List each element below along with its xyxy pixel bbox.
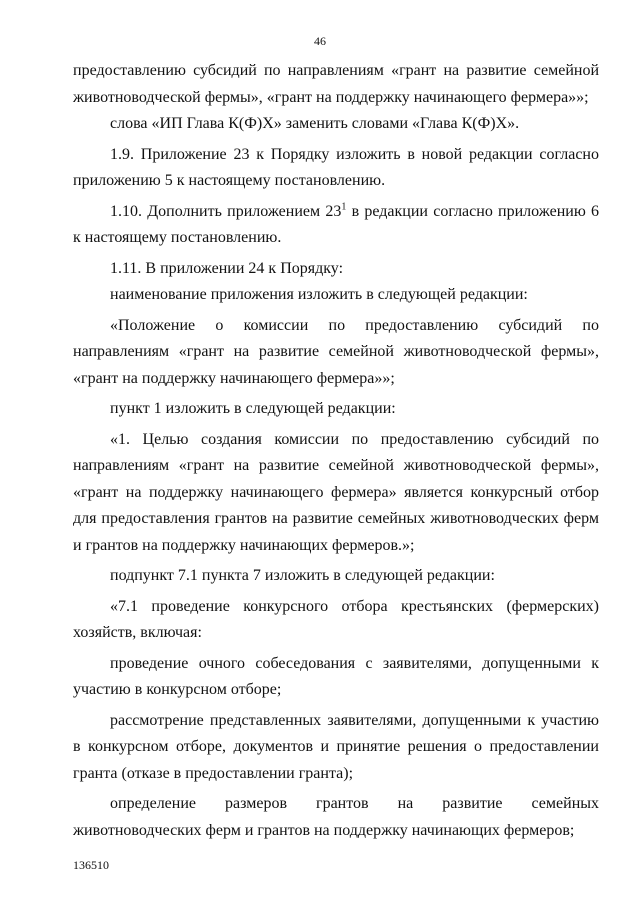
paragraph-grant-size: определение размеров грантов на развитие семейных животноводческих ферм и грантов на поддержку начинающих фермеров;	[73, 795, 599, 839]
paragraph-continuation: предоставлению субсидий по направлениям «грант на развитие семейной животноводческой фермы», «грант на поддержку начинающего фермера»»;	[73, 62, 599, 106]
paragraph-point-1: пункт 1 изложить в следующей редакции:	[110, 400, 396, 417]
paragraph-1-10-text-end: в редакции согласно приложению 6 к настоящему постановлению.	[73, 202, 600, 246]
paragraph-subpoint-7-1-text: «7.1 проведение конкурсного отбора крестьянских (фермерских) хозяйств, включая:	[73, 597, 599, 641]
paragraph-1-9: 1.9. Приложение 23 к Порядку изложить в новой редакции согласно приложению 5 к настоящему постановлению.	[73, 145, 599, 189]
paragraph-subpoint-7-1: подпункт 7.1 пункта 7 изложить в следующей редакции:	[110, 567, 495, 584]
document-body	[73, 58, 599, 844]
paragraph-replace-words: слова «ИП Глава К(Ф)Х» заменить словами «Глава К(Ф)Х».	[110, 115, 520, 132]
superscript-number: 1	[341, 201, 347, 213]
paragraph-commission-title: «Положение о комиссии по предоставлению субсидий по направлениям «грант на развитие семейной животноводческой фермы», «грант на поддержку начинающего фермера»»;	[73, 316, 599, 387]
paragraph-point-1-text: «1. Целью создания комиссии по предоставлению субсидий по направлениям «грант на развитие семейной животноводческой фермы», «грант на поддержку начинающего фермера» является конкурсный отбор для предоставления грантов на развитие семейных животноводческих ферм и грантов на поддержку начинающих фермеров.»;	[73, 430, 599, 554]
paragraph-1-10	[73, 199, 599, 252]
paragraph-name-change: наименование приложения изложить в следующей редакции:	[110, 286, 528, 303]
paragraph-review: рассмотрение представленных заявителями, допущенными к участию в конкурсном отборе, документов и принятие решения о предоставлении гранта (отказе в предоставлении гранта);	[73, 711, 599, 782]
page-number: 46	[314, 34, 326, 48]
paragraph-1-11: 1.11. В приложении 24 к Порядку:	[110, 259, 344, 277]
paragraph-interview: проведение очного собеседования с заявителями, допущенными к участию в конкурсном отборе;	[73, 654, 599, 698]
document-code: 136510	[73, 858, 109, 872]
paragraph-1-10-text: 1.10. Дополнить приложением 23	[110, 202, 342, 220]
